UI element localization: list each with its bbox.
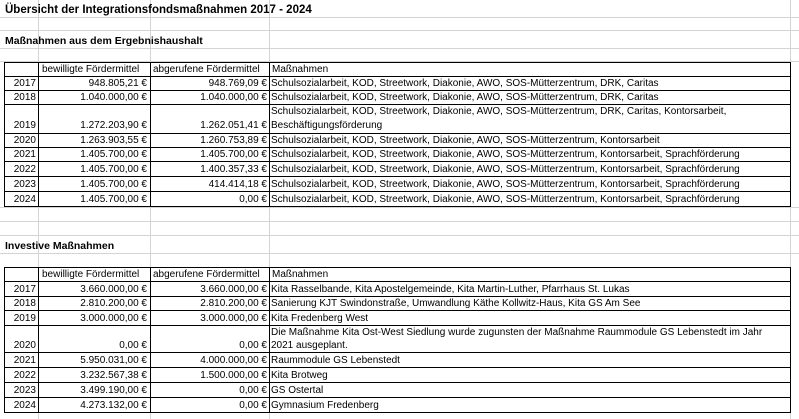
massnahmen-cell: Schulsozialarbeit, KOD, Streetwork, Diakonie, AWO, SOS-Mütterzentrum, Kontorsarbeit — [271, 135, 660, 146]
grid-line — [0, 253, 799, 254]
table-border — [269, 267, 270, 413]
section-heading-ergebnishaushalt: Maßnahmen aus dem Ergebnishaushalt — [5, 35, 203, 47]
year-cell: 2022 — [13, 164, 36, 175]
year-cell: 2020 — [13, 340, 36, 351]
year-cell: 2019 — [13, 313, 36, 324]
abgerufen-cell: 414.414,18 € — [208, 179, 267, 190]
abgerufen-cell: 0,00 € — [239, 385, 267, 396]
bewilligt-cell: 3.499.190,00 € — [80, 385, 147, 396]
bewilligt-cell: 4.273.132,00 € — [80, 400, 147, 411]
massnahmen-cell: Schulsozialarbeit, KOD, Streetwork, Diakonie, AWO, SOS-Mütterzentrum, Kontorsarbeit, Sprachförderung — [271, 164, 740, 175]
table-border — [4, 296, 791, 297]
year-cell: 2023 — [13, 385, 36, 396]
grid-line — [0, 221, 799, 222]
massnahmen-cell: Gymnasium Fredenberg — [271, 400, 379, 411]
year-cell: 2020 — [13, 135, 36, 146]
table-border — [4, 352, 791, 353]
abgerufen-cell: 0,00 € — [239, 340, 267, 351]
column-header-abgerufen: abgerufene Fördermittel — [153, 269, 260, 280]
column-header-massnahmen: Maßnahmen — [272, 64, 329, 75]
table-border — [4, 104, 791, 105]
bewilligt-cell: 948.805,21 € — [88, 78, 147, 89]
table-border — [4, 206, 791, 207]
table-border — [4, 325, 791, 326]
bewilligt-cell: 1.272.203,90 € — [80, 120, 147, 131]
bewilligt-cell: 2.810.200,00 € — [80, 298, 147, 309]
table-border — [4, 267, 791, 268]
massnahmen-cell: Schulsozialarbeit, KOD, Streetwork, Diakonie, AWO, SOS-Mütterzentrum, Kontorsarbeit, Sprachförderung — [271, 149, 740, 160]
massnahmen-cell: Raummodule GS Lebenstedt — [271, 355, 400, 366]
table-border — [4, 310, 791, 311]
bewilligt-cell: 0,00 € — [119, 340, 147, 351]
massnahmen-cell: Schulsozialarbeit, KOD, Streetwork, Diakonie, AWO, SOS-Mütterzentrum, DRK, Caritas — [271, 92, 659, 103]
bewilligt-cell: 1.405.700,00 € — [80, 194, 147, 205]
abgerufen-cell: 1.405.700,00 € — [200, 149, 267, 160]
table-border — [4, 397, 791, 398]
massnahmen-cell: GS Ostertal — [271, 385, 324, 396]
table-border — [4, 147, 791, 148]
table-border — [4, 382, 791, 383]
year-cell: 2022 — [13, 370, 36, 381]
abgerufen-cell: 0,00 € — [239, 400, 267, 411]
grid-line — [0, 207, 799, 208]
grid-line — [0, 235, 799, 236]
abgerufen-cell: 3.000.000,00 € — [200, 313, 267, 324]
column-header-bewilligt: bewilligte Fördermittel — [42, 269, 140, 280]
page-title: Übersicht der Integrationsfondsmaßnahmen 2017 - 2024 — [5, 4, 312, 16]
abgerufen-cell: 3.660.000,00 € — [200, 284, 267, 295]
table-border — [4, 281, 791, 282]
table-border — [4, 412, 791, 413]
grid-line — [0, 48, 799, 49]
year-cell: 2018 — [13, 298, 36, 309]
table-border — [790, 267, 791, 413]
table-border — [269, 62, 270, 207]
abgerufen-cell: 4.000.000,00 € — [200, 355, 267, 366]
bewilligt-cell: 1.405.700,00 € — [80, 164, 147, 175]
table-border — [4, 62, 791, 63]
bewilligt-cell: 1.405.700,00 € — [80, 149, 147, 160]
column-header-massnahmen: Maßnahmen — [272, 269, 329, 280]
massnahmen-cell: Kita Rasselbande, Kita Apostelgemeinde, Kita Martin-Luther, Pfarrhaus St. Lukas — [271, 284, 630, 295]
massnahmen-cell: Kita Fredenberg West — [271, 313, 369, 324]
bewilligt-cell: 3.660.000,00 € — [80, 284, 147, 295]
grid-line — [0, 30, 799, 31]
year-cell: 2024 — [13, 194, 36, 205]
year-cell: 2021 — [13, 355, 36, 366]
abgerufen-cell: 0,00 € — [239, 194, 267, 205]
column-header-abgerufen: abgerufene Fördermittel — [153, 64, 260, 75]
abgerufen-cell: 1.040.000,00 € — [200, 92, 267, 103]
table-border — [790, 62, 791, 207]
massnahmen-cell: Die Maßnahme Kita Ost-West Siedlung wurde zugunsten der Maßnahme Raummodule GS Lebenstedt im Jahr — [271, 327, 763, 338]
table-border — [4, 90, 791, 91]
year-cell: 2017 — [13, 78, 36, 89]
abgerufen-cell: 2.810.200,00 € — [200, 298, 267, 309]
table-border — [4, 191, 791, 192]
abgerufen-cell: 1.260.753,89 € — [200, 135, 267, 146]
bewilligt-cell: 3.232.567,38 € — [80, 370, 147, 381]
massnahmen-cell: Sanierung KJT Swindonstraße, Umwandlung Käthe Kollwitz-Haus, Kita GS Am See — [271, 298, 641, 309]
abgerufen-cell: 1.400.357,33 € — [200, 164, 267, 175]
bewilligt-cell: 5.950.031,00 € — [80, 355, 147, 366]
massnahmen-cell: Schulsozialarbeit, KOD, Streetwork, Diakonie, AWO, SOS-Mütterzentrum, DRK, Caritas, Kontorsarbeit, — [271, 106, 727, 117]
massnahmen-cell: Schulsozialarbeit, KOD, Streetwork, Diakonie, AWO, SOS-Mütterzentrum, Kontorsarbeit, Sprachförderung — [271, 179, 740, 190]
abgerufen-cell: 1.262.051,41 € — [200, 120, 267, 131]
table-border — [4, 176, 791, 177]
year-cell: 2018 — [13, 92, 36, 103]
year-cell: 2021 — [13, 149, 36, 160]
grid-line — [0, 17, 799, 18]
bewilligt-cell: 3.000.000,00 € — [80, 313, 147, 324]
massnahmen-cell: Schulsozialarbeit, KOD, Streetwork, Diakonie, AWO, SOS-Mütterzentrum, Kontorsarbeit, Sprachförderung — [271, 194, 740, 205]
year-cell: 2023 — [13, 179, 36, 190]
massnahmen-cell: Kita Brotweg — [271, 370, 328, 381]
abgerufen-cell: 1.500.000,00 € — [200, 370, 267, 381]
massnahmen-cell: Schulsozialarbeit, KOD, Streetwork, Diakonie, AWO, SOS-Mütterzentrum, DRK, Caritas — [271, 78, 659, 89]
bewilligt-cell: 1.405.700,00 € — [80, 179, 147, 190]
massnahmen-cell-line2: 2021 ausgeplant. — [271, 340, 348, 351]
year-cell: 2017 — [13, 284, 36, 295]
column-header-bewilligt: bewilligte Fördermittel — [42, 64, 140, 75]
table-border — [4, 133, 791, 134]
section-heading-investiv: Investive Maßnahmen — [5, 240, 115, 252]
bewilligt-cell: 1.040.000,00 € — [80, 92, 147, 103]
table-border — [4, 76, 791, 77]
bewilligt-cell: 1.263.903,55 € — [80, 135, 147, 146]
year-cell: 2019 — [13, 120, 36, 131]
massnahmen-cell-line2: Beschäftigungsförderung — [271, 120, 383, 131]
table-border — [4, 367, 791, 368]
year-cell: 2024 — [13, 400, 36, 411]
table-border — [4, 161, 791, 162]
abgerufen-cell: 948.769,09 € — [208, 78, 267, 89]
